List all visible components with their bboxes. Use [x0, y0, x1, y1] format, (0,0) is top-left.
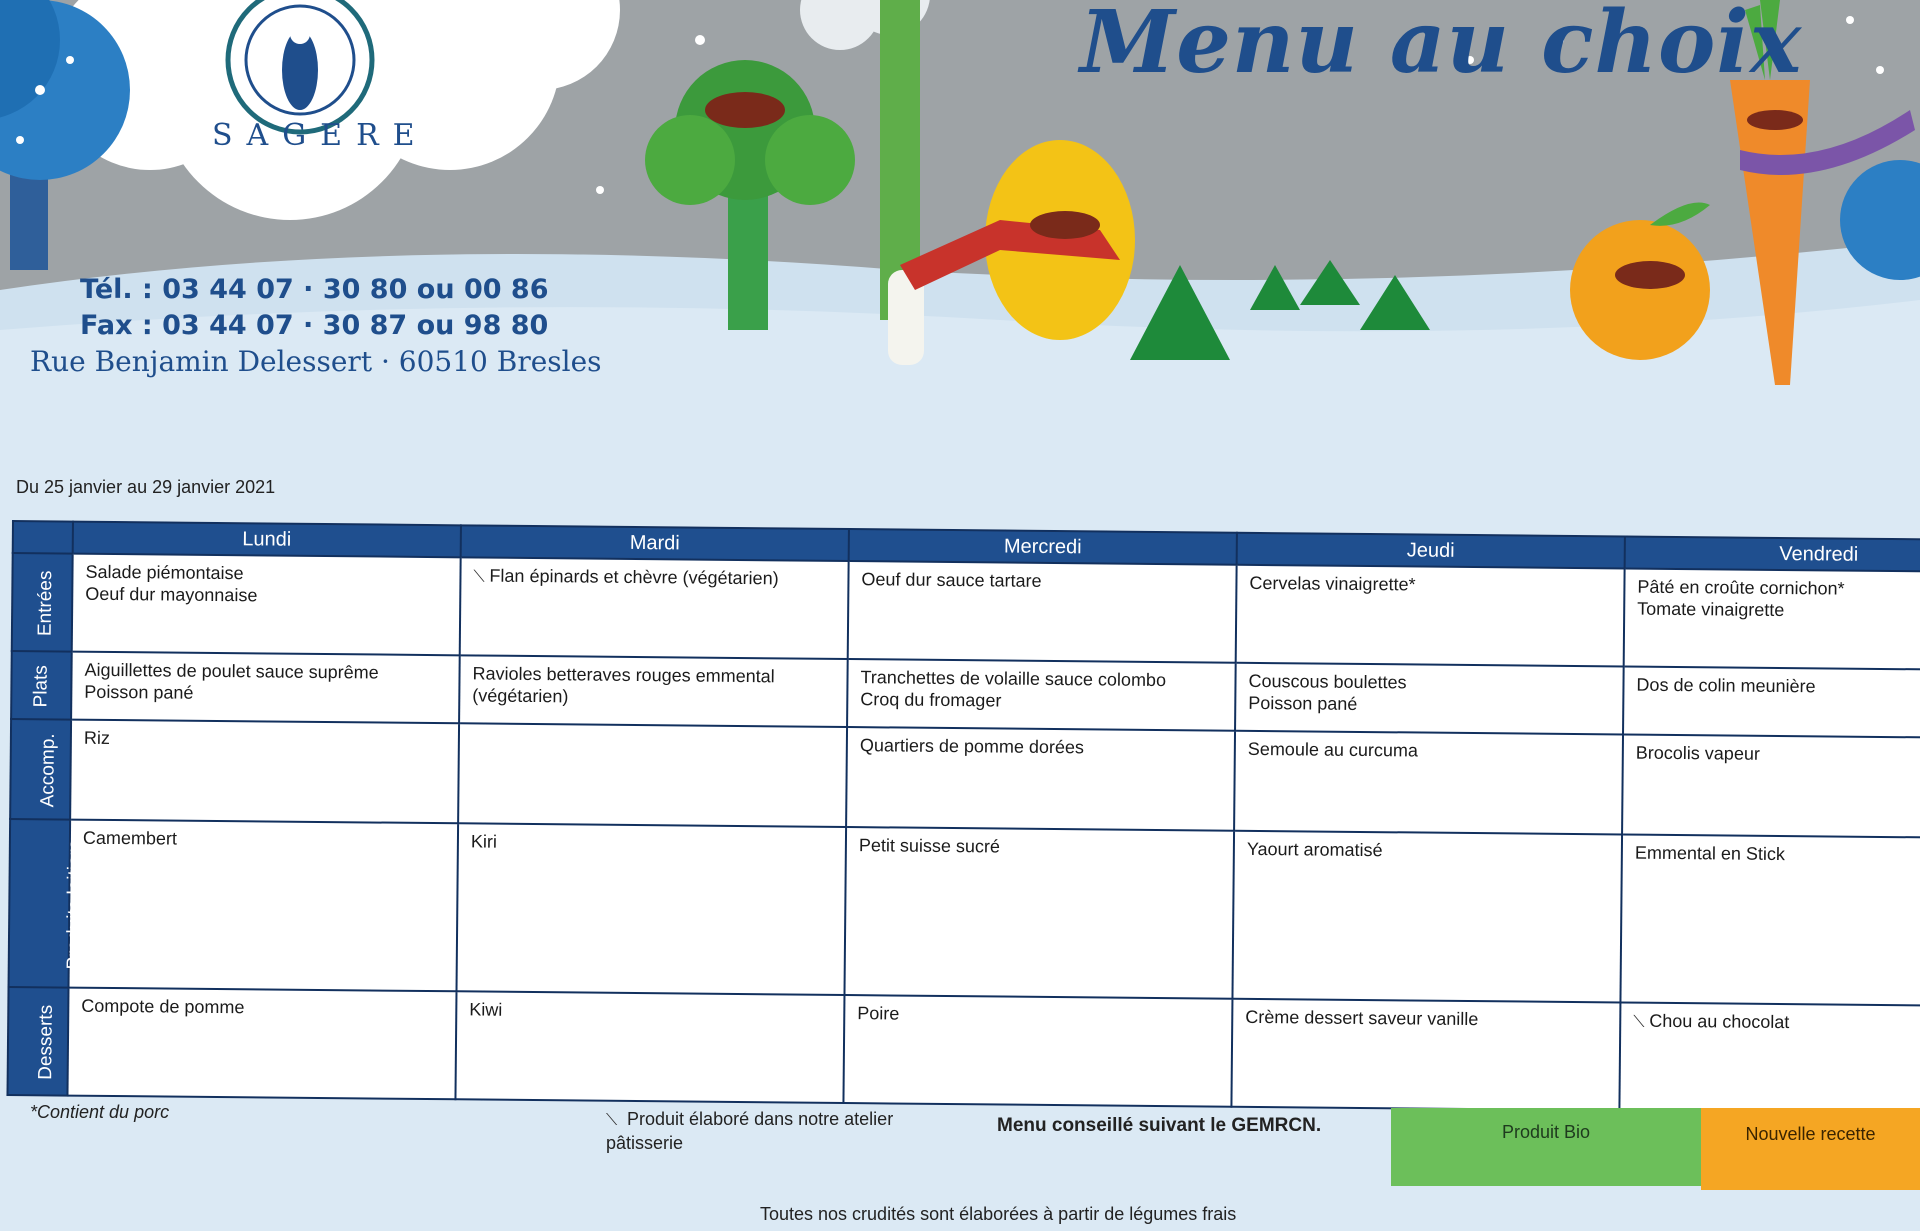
category-label: Accomp.	[37, 732, 59, 807]
category-label: Produits laitiers	[63, 839, 86, 970]
category-cell	[11, 651, 72, 720]
dish-line: Couscous boulettes	[1248, 670, 1407, 693]
day-header: Lundi	[73, 522, 461, 558]
dish-line: Dos de colin meunière	[1636, 674, 1816, 697]
dish-line	[1633, 1010, 1920, 1037]
whisk-icon: ⟍	[473, 568, 485, 586]
category-label: Desserts	[35, 1004, 57, 1080]
category-label: Plats	[30, 664, 52, 708]
dish-line: Semoule au curcuma	[1247, 738, 1419, 761]
dish-line: Cervelas vinaigrette*	[1249, 572, 1416, 595]
table-corner	[13, 521, 73, 554]
category-cell	[7, 987, 68, 1096]
menu-cell	[1620, 834, 1920, 1006]
menu-cell	[1235, 663, 1624, 735]
dish-line: Petit suisse sucré	[858, 835, 1001, 857]
category-label: Entrées	[34, 569, 57, 636]
menu-row	[7, 987, 1920, 1114]
dish-line	[473, 564, 835, 591]
menu-cell	[67, 988, 456, 1100]
dish-line: Oeuf dur mayonnaise	[85, 583, 258, 606]
phone-line: Tél. : 03 44 07 · 30 80 ou 00 86	[80, 274, 549, 305]
whisk-icon: ⟍	[1633, 1013, 1645, 1031]
menu-cell	[848, 561, 1237, 663]
pork-note: *Contient du porc	[30, 1102, 170, 1122]
pastry-note-text: Produit élaboré dans notre atelier pâtisserie	[606, 1109, 894, 1153]
sagere-logo	[228, 0, 372, 132]
menu-cell	[72, 554, 461, 656]
category-cell	[12, 553, 73, 652]
dish-line: Tranchettes de volaille sauce colombo	[860, 667, 1167, 691]
menu-cell	[1622, 734, 1920, 838]
dish-text: Flan épinards et chèvre (végétarien)	[489, 565, 779, 589]
fax-line: Fax : 03 44 07 · 30 87 ou 98 80	[80, 310, 549, 341]
dish-line: Crème dessert saveur vanille	[1245, 1006, 1479, 1030]
menu-cell	[460, 557, 849, 659]
dish-line: Tomate vinaigrette	[1637, 598, 1785, 621]
dish-line: Compote de pomme	[81, 995, 245, 1018]
legend-new-recipe: Nouvelle recette	[1701, 1108, 1920, 1190]
dish-line: Riz	[83, 727, 111, 748]
dish-line: Quartiers de pomme dorées	[859, 735, 1085, 758]
dish-line: Yaourt aromatisé	[1246, 838, 1383, 861]
pastry-note	[606, 1108, 936, 1154]
leek-character	[880, 0, 924, 365]
menu-row	[10, 719, 1920, 838]
menu-cell	[1236, 565, 1625, 667]
menu-cell	[1624, 568, 1920, 670]
dish-line: Camembert	[82, 827, 178, 849]
category-cell	[9, 819, 86, 988]
menu-cell	[458, 723, 847, 827]
dish-line: Poisson pané	[1248, 692, 1358, 714]
menu-row	[9, 819, 1920, 1006]
dish-line: Ravioles betteraves rouges emmental	[472, 663, 775, 687]
dish-line: Kiwi	[469, 999, 503, 1020]
day-header: Mercredi	[849, 529, 1237, 565]
menu-cell	[1232, 831, 1622, 1003]
address-line: Rue Benjamin Delessert · 60510 Bresles	[30, 345, 602, 378]
menu-cell	[69, 820, 459, 992]
dish-line: Emmental en Stick	[1634, 842, 1786, 865]
menu-cell	[844, 827, 1234, 999]
menu-cell	[459, 655, 848, 727]
dish-line: Aiguillettes de poulet sauce suprême	[84, 659, 379, 683]
menu-cell	[843, 995, 1232, 1107]
menu-cell	[455, 991, 844, 1103]
menu-table	[6, 520, 1920, 1115]
menu-cell	[70, 720, 459, 824]
dish-line: Croq du fromager	[860, 689, 1002, 711]
crudites-note: Toutes nos crudités sont élaborées à partir de légumes frais	[760, 1204, 1237, 1224]
menu-title: Menu au choix	[1080, 0, 1803, 93]
menu-cell	[71, 652, 460, 724]
menu-table-wrapper	[6, 520, 1919, 1114]
dish-line: Poisson pané	[84, 681, 194, 703]
period-label: Du 25 janvier au 29 janvier 2021	[16, 477, 276, 497]
menu-cell	[456, 823, 846, 995]
day-header: Vendredi	[1625, 536, 1920, 572]
dish-line	[472, 730, 834, 733]
dish-line: Oeuf dur sauce tartare	[861, 569, 1042, 591]
day-header: Mardi	[461, 525, 849, 561]
gemrcn-note: Menu conseillé suivant le GEMRCN.	[997, 1115, 1322, 1136]
whisk-icon: ⟍	[606, 1112, 618, 1129]
dish-line: Brocolis vapeur	[1635, 742, 1760, 764]
menu-cell	[846, 727, 1235, 831]
menu-cell	[847, 659, 1236, 731]
dish-text: Chou au chocolat	[1649, 1010, 1790, 1033]
menu-cell	[1231, 999, 1620, 1111]
menu-row	[12, 553, 1920, 670]
category-cell	[10, 719, 71, 820]
menu-cell	[1619, 1002, 1920, 1114]
menu-cell	[1234, 731, 1623, 835]
day-header: Jeudi	[1237, 533, 1625, 569]
menu-cell	[1623, 666, 1920, 738]
dish-line: Pâté en croûte cornichon*	[1637, 576, 1845, 599]
logo-brand: SAGERE	[212, 118, 429, 153]
legend-bio: Produit Bio	[1391, 1108, 1701, 1186]
dish-line: Salade piémontaise	[85, 561, 244, 584]
dish-line: (végétarien)	[472, 685, 569, 707]
dish-line: Kiri	[470, 831, 498, 852]
dish-line: Poire	[857, 1003, 900, 1024]
contact-block	[30, 272, 602, 380]
